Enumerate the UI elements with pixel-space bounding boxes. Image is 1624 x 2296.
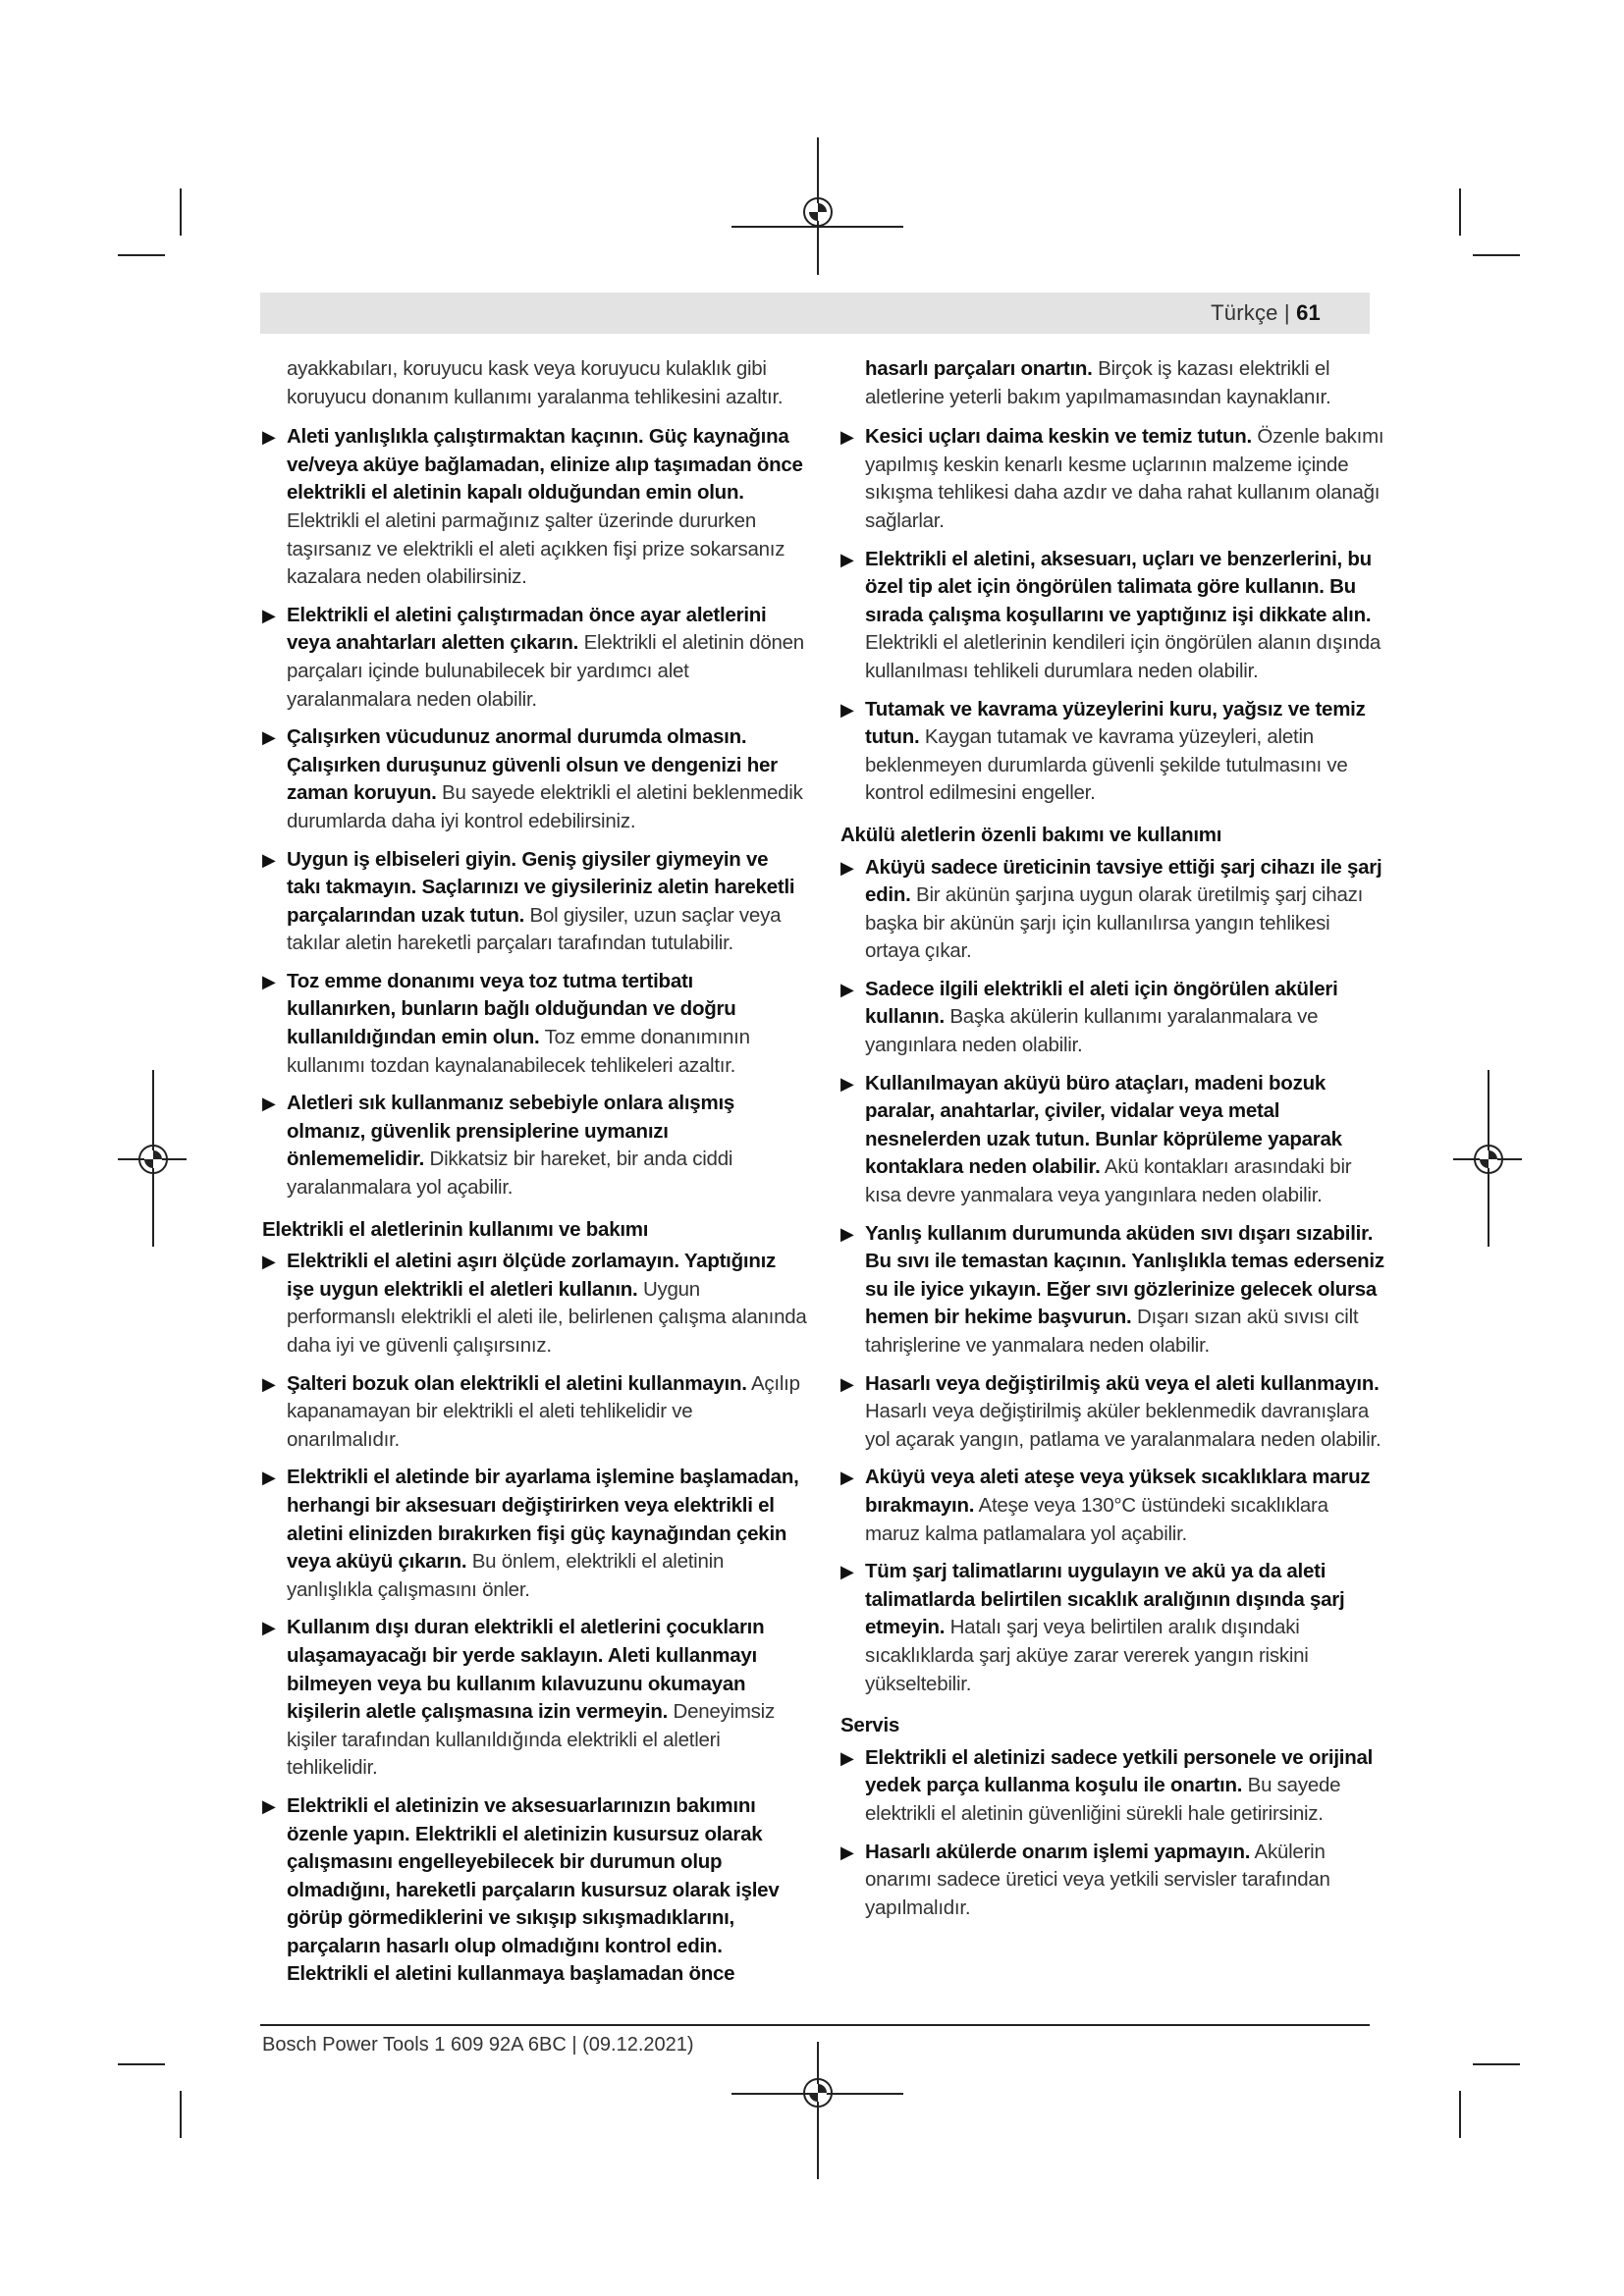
- section-heading: Servis: [840, 1714, 900, 1737]
- item-bold-text: Şalteri bozuk olan elektrikli el aletini kullanmayın.: [287, 1371, 747, 1395]
- item-bold-text: Kesici uçları daima keskin ve temiz tutun.: [865, 425, 1252, 449]
- item-bold-text: Hasarlı veya değiştirilmiş akü veya el aleti kullanmayın.: [865, 1371, 1380, 1395]
- item-normal-text: Bu sayede elektrikli el aletinin güvenliğini sürekli hale getirirsiniz.: [865, 1774, 1341, 1825]
- list-item: [262, 1464, 807, 1604]
- list-item: [840, 1839, 1385, 1923]
- item-normal-text: Bu önlem, elektrikli el aletinin yanlışlıkla çalışmasını önler.: [287, 1550, 725, 1601]
- bullet-arrow-icon: ▶: [262, 849, 276, 870]
- list-item: [262, 846, 807, 958]
- header-separator: |: [1277, 300, 1297, 325]
- item-bold-text: Sadece ilgili elektrikli el aleti için öngörülen aküleri kullanın.: [865, 977, 1338, 1029]
- bullet-arrow-icon: ▶: [262, 971, 276, 991]
- item-normal-text: Dışarı sızan akü sıvısı cilt tahrişlerine ve yanmalara neden olabilir.: [865, 1306, 1359, 1357]
- item-normal-text: Akü kontakları arasındaki bir kısa devre yanmalara veya yangınlara neden olabilir.: [865, 1155, 1352, 1207]
- list-item: [840, 1220, 1385, 1361]
- bullet-arrow-icon: ▶: [840, 1842, 854, 1862]
- item-bold-text: Elektrikli el aletinde bir ayarlama işlemine başlamadan, herhangi bir aksesuarı değiştirirken veya elektrikli el aletini elinizden bırakırken fişi güç kaynağından çekin veya aküyü çıkarın.: [287, 1466, 799, 1574]
- footer-text: Bosch Power Tools 1 609 92A 6BC | (09.12.2021): [262, 2034, 694, 2056]
- section-heading: Elektrikli el aletlerinin kullanımı ve bakımı: [262, 1217, 649, 1241]
- bullet-arrow-icon: ▶: [840, 699, 854, 720]
- item-bold-text: Elektrikli el aletini aşırı ölçüde zorlamayın. Yaptığınız işe uygun elektrikli el aletleri kullanın.: [287, 1250, 777, 1301]
- item-normal-text: Hasarlı veya değiştirilmiş aküler beklenmedik davranışlara yol açarak yangın, patlama ve yaralanmalara neden olabilir.: [865, 1400, 1381, 1451]
- crop-mark: [118, 254, 165, 256]
- bullet-arrow-icon: ▶: [262, 1373, 276, 1394]
- bullet-arrow-icon: ▶: [840, 549, 854, 569]
- item-normal-text: Dikkatsiz bir hareket, bir anda ciddi yaralanmalara yol açabilir.: [287, 1148, 733, 1200]
- bullet-arrow-icon: ▶: [262, 1252, 276, 1272]
- crop-mark: [180, 188, 182, 236]
- item-normal-text: Elektrikli el aletinin dönen parçaları içinde bulunabilecek bir yardımcı alet yaralanmalara neden olabilir.: [287, 631, 804, 711]
- list-item: [840, 854, 1385, 966]
- left-column: [262, 355, 807, 1999]
- item-normal-text: Kaygan tutamak ve kavrama yüzeyleri, aletin beklenmeyen durumlarda güvenli şekilde tutulmasını ve kontrol edilmesini engeller.: [865, 725, 1348, 805]
- item-bold-text: Elektrikli el aletini çalıştırmadan önce ayar aletlerini veya anahtarları aletten çıkarın.: [287, 603, 767, 655]
- item-bold-text: Elektrikli el aletini, aksesuarı, uçları ve benzerlerini, bu özel tip alet için öngörülen talimata göre kullanın. Bu sırada çalışma koşullarını ve yaptığınız işi dikkate alın.: [865, 547, 1372, 626]
- item-bold-text: hasarlı parçaları onartın.: [865, 357, 1093, 380]
- list-item: [840, 546, 1385, 686]
- registration-target-icon: [1474, 1145, 1503, 1174]
- item-bold-text: Elektrikli el aletinizi sadece yetkili personele ve orijinal yedek parça kullanma koşulu ile onartın.: [865, 1745, 1374, 1797]
- item-bold-text: Aleti yanlışlıkla çalıştırmaktan kaçının. Güç kaynağına ve/veya aküye bağlamadan, elinize alıp taşımadan önce elektrikli el aletinin kapalı olduğundan emin olun.: [287, 425, 803, 505]
- item-bold-text: Kullanım dışı duran elektrikli el aletlerini çocukların ulaşamayacağı bir yerde saklayın. Aleti kullanmayı bilmeyen veya bu kullanım kılavuzunu okumayan kişilerin aletle çalışmasına izin vermeyin.: [287, 1616, 765, 1724]
- bullet-arrow-icon: ▶: [262, 727, 276, 748]
- item-bold-text: Aletleri sık kullanmanız sebebiyle onlara alışmış olmanız, güvenlik prensiplerine uymanızı önlememelidir.: [287, 1092, 735, 1171]
- item-normal-text: Elektrikli el aletlerinin kendileri için öngörülen alanın dışında kullanılması tehlikeli durumlara neden olabilir.: [865, 631, 1381, 682]
- list-item: [840, 1744, 1385, 1829]
- registration-line: [817, 2042, 819, 2179]
- item-bold-text: Uygun iş elbiseleri giyin. Geniş giysiler giymeyin ve takı takmayın. Saçlarınızı ve giysileriniz aletin hareketli parçalarından uzak tutun.: [287, 847, 795, 927]
- bullet-arrow-icon: ▶: [262, 605, 276, 625]
- registration-target-icon: [138, 1145, 168, 1174]
- item-normal-text: Özenle bakımı yapılmış keskin kenarlı kesme uçlarının malzeme içinde sıkışma tehlikesi daha azdır ve daha rahat kullanım olanağı sağlarlar.: [865, 425, 1384, 532]
- item-normal-text: Bol giysiler, uzun saçlar veya takılar aletin hareketli parçaları tarafından tutulabilir.: [287, 903, 782, 955]
- bullet-arrow-icon: ▶: [840, 1468, 854, 1488]
- list-item: [262, 423, 807, 592]
- item-bold-text: Çalışırken vücudunuz anormal durumda olmasın. Çalışırken duruşunuz güvenli olsun ve dengenizi her zaman koruyun.: [287, 725, 778, 805]
- list-item: [262, 1090, 807, 1201]
- item-bold-text: Elektrikli el aletinizin ve aksesuarlarınızın bakımını özenle yapın. Elektrikli el aletinizin kusursuz olarak çalışmasını engelleyebilecek bir durumun olup olmadığını, hareketli parçaların kusursuz olarak işlev görüp görmediklerini ve sıkışıp sıkışmadıklarını, parçaların hasarlı olup olmadığını kontrol edin. Elektrikli el aletini kullanmaya başlamadan önce: [287, 1793, 780, 1986]
- bullet-arrow-icon: ▶: [840, 1562, 854, 1582]
- item-normal-text: Bir akünün şarjına uygun olarak üretilmiş şarj cihazı başka bir akünün şarjı için kullanılırsa yangın tehlikesi ortaya çıkar.: [865, 883, 1364, 963]
- bullet-arrow-icon: ▶: [840, 979, 854, 999]
- list-item: [262, 602, 807, 714]
- page-number: 61: [1296, 300, 1321, 325]
- crop-mark: [1473, 254, 1520, 256]
- list-item: [262, 1792, 807, 1989]
- list-item: [840, 1464, 1385, 1548]
- list-item: [840, 423, 1385, 535]
- list-item: [840, 976, 1385, 1060]
- item-bold-text: Aküyü sadece üreticinin tavsiye ettiği şarj cihazı ile şarj edin.: [865, 855, 1382, 907]
- crop-mark: [1473, 2063, 1520, 2065]
- list-item: [840, 1070, 1385, 1210]
- item-bold-text: Tutamak ve kavrama yüzeylerini kuru, yağsız ve temiz tutun.: [865, 697, 1366, 749]
- crop-mark: [180, 2091, 182, 2138]
- continuation-paragraph: [840, 355, 1385, 411]
- bullet-arrow-icon: ▶: [840, 1223, 854, 1244]
- bullet-arrow-icon: ▶: [840, 1073, 854, 1094]
- list-item: [262, 1614, 807, 1783]
- item-normal-text: Ateşe veya 130°C üstündeki sıcaklıklara maruz kalma patlamalara yol açabilir.: [865, 1493, 1328, 1545]
- header-language: [1211, 300, 1321, 326]
- item-normal-text: Birçok iş kazası elektrikli el aletlerine yeterli bakım yapılmamasından kaynaklanır.: [865, 357, 1331, 408]
- registration-target-icon: [803, 2078, 833, 2108]
- list-item: [262, 1248, 807, 1360]
- page-header: [260, 293, 1370, 334]
- item-normal-text: Bu sayede elektrikli el aletini beklenmedik durumlarda daha iyi kontrol edebilirsiniz.: [287, 781, 803, 832]
- item-normal-text: Toz emme donanımının kullanımı tozdan kaynalanabilecek tehlikeleri azaltır.: [287, 1026, 750, 1077]
- bullet-arrow-icon: ▶: [262, 427, 276, 448]
- item-normal-text: Uygun performanslı elektrikli el aleti ile, belirlenen çalışma alanında daha iyi ve güvenli çalışırsınız.: [287, 1277, 807, 1357]
- bullet-arrow-icon: ▶: [840, 857, 854, 878]
- item-bold-text: Kullanılmayan aküyü büro ataçları, madeni bozuk paralar, anahtarlar, çiviler, vidalar veya metal nesnelerden uzak tutun. Bunlar köprüleme yaparak kontaklara neden olabilir.: [865, 1071, 1342, 1179]
- crop-mark: [1459, 188, 1461, 236]
- intro-paragraph: ayakkabıları, koruyucu kask veya koruyucu kulaklık gibi koruyucu donanım kullanımı yaralanma tehlikesini azaltır.: [287, 357, 784, 408]
- item-bold-text: Hasarlı akülerde onarım işlemi yapmayın.: [865, 1840, 1251, 1863]
- right-column: [840, 355, 1385, 1932]
- list-item: [840, 1370, 1385, 1455]
- crop-mark: [1459, 2091, 1461, 2138]
- list-item: [262, 968, 807, 1080]
- item-normal-text: Hatalı şarj veya belirtilen aralık dışındaki sıcaklıklarda şarj aküye zarar vererek yangın riskini yükseltebilir.: [865, 1616, 1309, 1695]
- language-label: Türkçe: [1211, 300, 1278, 325]
- list-item: [262, 1370, 807, 1455]
- bullet-arrow-icon: ▶: [840, 1373, 854, 1394]
- bullet-arrow-icon: ▶: [262, 1618, 276, 1638]
- item-bold-text: Toz emme donanımı veya toz tutma tertibatı kullanırken, bunların bağlı olduğundan ve doğru kullanıldığından emin olun.: [287, 969, 736, 1049]
- list-item: [262, 723, 807, 835]
- item-normal-text: Deneyimsiz kişiler tarafından kullanıldığında elektrikli el aletleri tehlikelidir.: [287, 1700, 775, 1780]
- crop-mark: [118, 2063, 165, 2065]
- list-item: [840, 1558, 1385, 1698]
- item-normal-text: Elektrikli el aletini parmağınız şalter üzerinde dururken taşırsanız ve elektrikli el aleti açıkken fişi prize sokarsanız kazalara neden olabilirsiniz.: [287, 508, 785, 589]
- bullet-arrow-icon: ▶: [840, 1747, 854, 1768]
- footer-divider: [260, 2024, 1370, 2026]
- list-item: [840, 696, 1385, 808]
- bullet-arrow-icon: ▶: [262, 1094, 276, 1114]
- bullet-arrow-icon: ▶: [840, 427, 854, 448]
- item-bold-text: Yanlış kullanım durumunda aküden sıvı dışarı sızabilir. Bu sıvı ile temastan kaçının. Yanlışlıkla temas ederseniz su ile iyice yıkayın. Eğer sıvı gözlerinize gelecek olursa hemen bir hekime başvurun.: [865, 1221, 1384, 1329]
- item-bold-text: Tüm şarj talimatlarını uygulayın ve akü ya da aleti talimatlarda belirtilen sıcaklık aralığının dışında şarj etmeyin.: [865, 1560, 1345, 1639]
- item-normal-text: Akülerin onarımı sadece üretici veya yetkili servisler tarafından yapılmalıdır.: [865, 1840, 1330, 1919]
- item-bold-text: Aküyü veya aleti ateşe veya yüksek sıcaklıklara maruz bırakmayın.: [865, 1466, 1371, 1517]
- item-normal-text: Açılıp kapanamayan bir elektrikli el aleti tehlikelidir ve onarılmalıdır.: [287, 1371, 800, 1451]
- bullet-arrow-icon: ▶: [262, 1795, 276, 1816]
- section-heading: Akülü aletlerin özenli bakımı ve kullanımı: [840, 823, 1222, 846]
- item-normal-text: Başka akülerin kullanımı yaralanmalara ve yangınlara neden olabilir.: [865, 1005, 1319, 1057]
- bullet-arrow-icon: ▶: [262, 1468, 276, 1488]
- registration-target-icon: [803, 197, 833, 227]
